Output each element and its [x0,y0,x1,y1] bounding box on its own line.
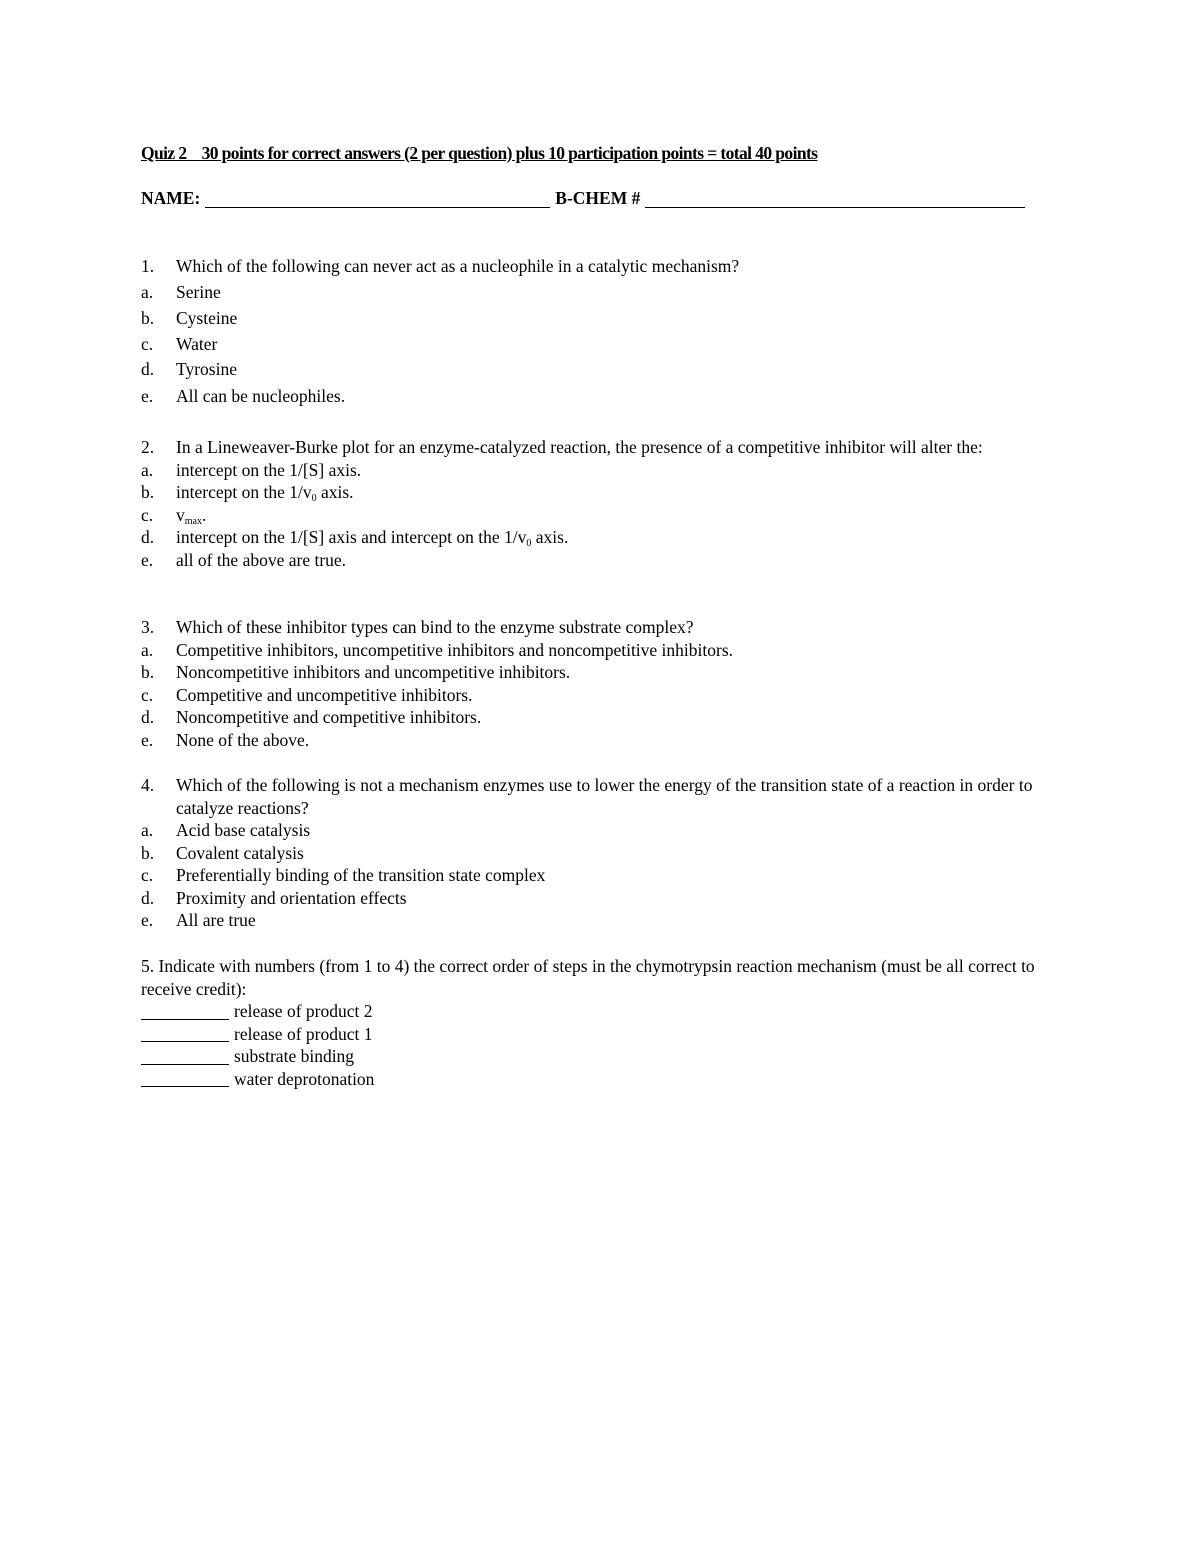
question-1 [141,255,1061,407]
option-c [141,684,1061,707]
subscript: 0 [526,538,532,549]
option-b [141,481,1061,504]
ordering-item-label: release of product 2 [234,1001,373,1021]
option-letter: a. [141,639,154,660]
option-d [141,706,1061,729]
ordering-item [141,1000,1061,1023]
option-b [141,842,1061,865]
option-a [141,819,1061,842]
option-letter: b. [141,308,155,328]
question-2 [141,436,1061,571]
order-blank[interactable] [141,1048,229,1065]
option-a [141,459,1061,482]
option-letter: e. [141,549,154,570]
option-d [141,887,1061,910]
question-number: 3. [141,617,155,637]
option-text: intercept on the 1/[S] axis and intercept on the $1/v_0$ axis. [176,527,569,549]
question-stem [141,255,1061,278]
option-d [141,526,1061,549]
option-b [141,661,1061,684]
option-e [141,729,1061,752]
option-text: all of the above are true. [176,549,347,570]
option-text: Proximity and orientation effects [176,887,407,908]
option-b [141,307,1061,330]
order-blank[interactable] [141,1025,229,1042]
question-number: 1. [141,256,155,276]
name-blank[interactable] [205,191,550,208]
bchem-label: B-CHEM # [555,188,641,208]
ordering-item-label: substrate binding [234,1046,355,1066]
subscript: 0 [311,493,317,504]
option-text: All can be nucleophiles. [176,385,346,406]
ordering-item [141,1023,1061,1046]
bchem-blank[interactable] [645,191,1025,208]
option-text: Acid base catalysis [176,820,311,840]
subscript: max [184,515,202,527]
option-letter: a. [141,820,154,840]
question-text: Which of the following is not a mechanism enzymes use to lower the energy of the transition state of a reaction in order to catalyze reactions? [176,775,1033,818]
question-stem [141,616,1061,639]
option-text: Competitive and uncompetitive inhibitors. [176,684,473,705]
question-4 [141,774,1061,932]
question-text: 5. Indicate with numbers (from 1 to 4) the correct order of steps in the chymotrypsin reaction mechanism (must be all correct to receive credit): [141,956,1035,999]
option-text: Noncompetitive and competitive inhibitors. [176,707,482,727]
option-text: Competitive inhibitors, uncompetitive inhibitors and noncompetitive inhibitors. [176,639,734,660]
option-c [141,333,1061,356]
name-label: NAME: [141,188,201,208]
question-text: In a Lineweaver-Burke plot for an enzyme-catalyzed reaction, the presence of a competitive inhibitor will alter the: [176,437,983,457]
option-e [141,549,1061,572]
question-5 [141,955,1061,1090]
option-text: Preferentially binding of the transition state complex [176,865,546,885]
question-number: 4. [141,775,155,795]
option-a [141,639,1061,662]
order-blank[interactable] [141,1070,229,1087]
option-letter: e. [141,729,154,750]
option-c [141,504,1061,527]
option-letter: c. [141,865,154,885]
option-text: intercept on the $1/v_0$ axis. [176,482,354,504]
option-letter: d. [141,359,155,379]
option-text: intercept on the 1/[S] axis. [176,459,362,480]
option-letter: a. [141,459,154,480]
order-blank[interactable] [141,1003,229,1020]
option-letter: d. [141,887,155,908]
question-text: Which of the following can never act as a nucleophile in a catalytic mechanism? [176,256,740,276]
option-text: All are true [176,910,256,930]
option-text: Covalent catalysis [176,842,304,863]
option-c [141,864,1061,887]
option-text: Cysteine [176,308,238,328]
question-stem [141,774,1061,819]
option-letter: d. [141,707,155,727]
option-letter: c. [141,684,154,705]
ordering-item-label: release of product 1 [234,1023,373,1044]
option-letter: c. [141,333,154,354]
question-stem [141,436,1061,459]
ordering-item [141,1045,1061,1068]
option-text: Noncompetitive inhibitors and uncompetitive inhibitors. [176,662,571,682]
quiz-title: Quiz 2 30 points for correct answers (2 per question) plus 10 participation points = total 40 points [141,143,818,163]
option-letter: c. [141,504,154,525]
option-letter: e. [141,910,154,930]
option-a [141,281,1061,304]
question-text: Which of these inhibitor types can bind to the enzyme substrate complex? [176,617,694,637]
option-text: Serine [176,281,221,302]
ordering-item-label: water deprotonation [234,1068,375,1089]
option-letter: d. [141,527,155,547]
option-letter: a. [141,281,154,302]
option-letter: e. [141,385,154,406]
option-letter: b. [141,662,155,682]
option-text: Water [176,333,218,354]
option-text: $v_{max}$. [176,504,207,527]
option-letter: b. [141,842,155,863]
option-text: Tyrosine [176,359,237,379]
option-text: None of the above. [176,729,310,750]
question-number: 2. [141,437,155,457]
name-row [141,187,1056,210]
option-letter: b. [141,482,155,502]
option-d [141,358,1061,381]
ordering-item [141,1068,1061,1091]
option-e [141,909,1061,932]
option-e [141,385,1061,408]
question-3 [141,616,1061,751]
